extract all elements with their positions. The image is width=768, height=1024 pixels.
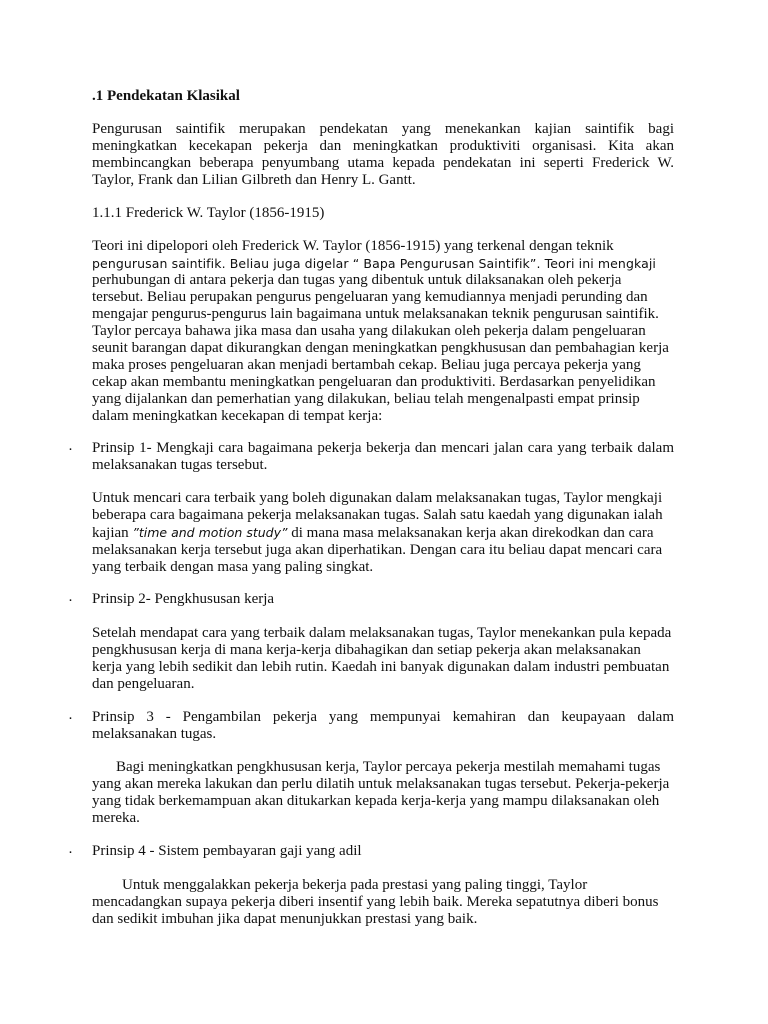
subsection-heading: 1.1.1 Frederick W. Taylor (1856-1915) — [92, 205, 325, 221]
principle-3-title: Prinsip 3 - Pengambilan pekerja yang mempunyai kemahiran dan keupayaan dalam melaksanakan tugas. — [92, 709, 674, 742]
taylor-paragraph — [92, 238, 674, 425]
principle-2-title: Prinsip 2- Pengkhususan kerja — [92, 591, 275, 607]
taylor-paragraph-line-1: Teori ini dipelopori oleh Frederick W. Taylor (1856-1915) yang terkenal dengan teknik — [92, 238, 614, 254]
bullet-dot-2: · — [68, 593, 73, 609]
bullet-dot-1: · — [68, 442, 73, 458]
section-heading: .1 Pendekatan Klasikal — [92, 88, 240, 104]
principle-2-body: Setelah mendapat cara yang terbaik dalam melaksanakan tugas, Taylor menekankan pula kepada pengkhususan kerja di mana kerja-kerja dibahagikan dan setiap pekerja akan melaksanakan kerja yang lebih sedikit dan lebih rutin. Kaedah ini banyak digunakan dalam industri pembuatan dan pengeluaran. — [92, 625, 672, 692]
principle-1-body-part-b: di mana masa melaksanakan kerja akan direkodkan dan cara melaksanakan kerja tersebut juga akan diperhatikan. Dengan cara itu beliau dapat mencari cara yang terbaik dengan masa yang paling singkat. — [92, 525, 663, 575]
intro-paragraph: Pengurusan saintifik merupakan pendekatan yang menekankan kajian saintifik bagi meningkatkan kecekapan pekerja dan meningkatkan produktiviti organisasi. Kita akan membincangkan beberapa penyumbang utama kepada pendekatan ini seperti Frederick W. Taylor, Frank dan Lilian Gilbreth dan Henry L. Gantt. — [92, 121, 674, 188]
time-motion-study-term: ”time and motion study” — [132, 525, 288, 540]
bullet-dot-4: · — [68, 845, 73, 861]
principle-1-title: Prinsip 1- Mengkaji cara bagaimana pekerja bekerja dan mencari jalan cara yang terbaik dalam melaksanakan tugas tersebut. — [92, 440, 674, 473]
principle-4-title: Prinsip 4 - Sistem pembayaran gaji yang adil — [92, 843, 362, 859]
principle-1-body-part-a: Untuk mencari cara terbaik yang boleh digunakan dalam melaksanakan tugas, Taylor mengkaji beberapa cara bagaimana pekerja melaksanakan tugas. Salah satu kaedah yang digunakan ialah kajian — [92, 490, 663, 541]
principle-4-body: Untuk menggalakkan pekerja bekerja pada prestasi yang paling tinggi, Taylor mencadangkan supaya pekerja diberi insentif yang lebih baik. Mereka sepatutnya diberi bonus dan sedikit imbuhan jika dapat menunjukkan prestasi yang baik. — [92, 877, 659, 927]
principle-3-body: Bagi meningkatkan pengkhususan kerja, Taylor percaya pekerja mestilah memahami tugas yang akan mereka lakukan dan perlu dilatih untuk melaksanakan tugas tersebut. Pekerja-pekerja yang tidak berkemampuan akan ditukarkan kepada kerja-kerja yang mampu dilaksanakan oleh mereka. — [92, 759, 670, 826]
principle-1-body — [92, 490, 674, 576]
bullet-dot-3: · — [68, 711, 73, 727]
taylor-paragraph-rest: perhubungan di antara pekerja dan tugas yang dibentuk untuk dilaksanakan oleh pekerja tersebut. Beliau perupakan pengurus pengeluaran yang kemudiannya menjadi perunding dan mengajar pengurus-pengurus lain bagaimana untuk melaksanakan teknik pengurusan saintifik. Taylor percaya bahawa jika masa dan usaha yang dilakukan oleh pekerja dalam pengeluaran seunit barangan dapat dikurangkan dengan meningkatkan pengkhususan dan pembahagian kerja maka proses pengeluaran akan menjadi bertambah cekap. Beliau juga percaya pekerja yang cekap akan membantu meningkatkan pengeluaran dan produktiviti. Berdasarkan penyelidikan yang dijalankan dan pemerhatian yang dilakukan, beliau telah mengenalpasti empat prinsip dalam meningkatkan kecekapan di tempat kerja: — [92, 272, 669, 424]
taylor-paragraph-line-2: pengurusan saintifik. Beliau juga digelar “ Bapa Pengurusan Saintifik”. Teori ini mengkaji — [92, 256, 657, 271]
